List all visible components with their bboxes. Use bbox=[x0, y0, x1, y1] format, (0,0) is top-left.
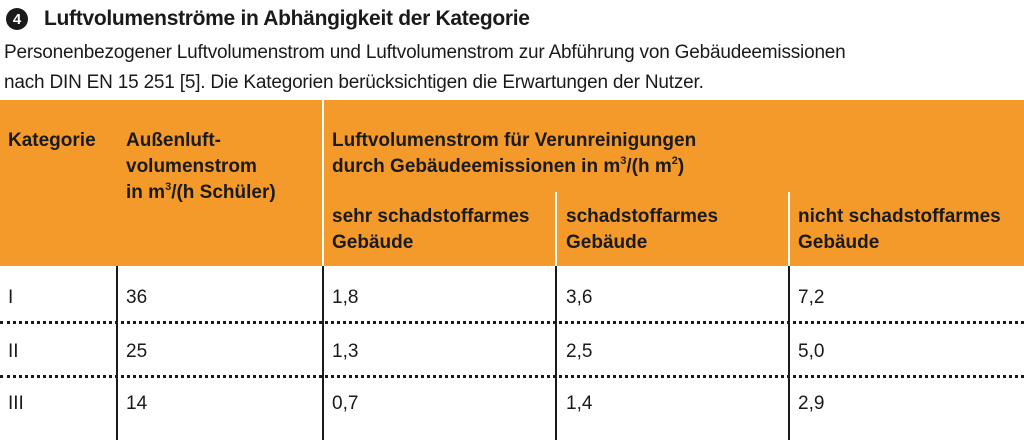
header-schadstoffarm: schadstoffarmes Gebäude bbox=[566, 206, 719, 253]
row-2-kategorie: II bbox=[8, 341, 19, 362]
row-2-sehr-schadstoffarm: 1,3 bbox=[332, 341, 359, 362]
header-aussenluft-line3: in $m^3/(h$ Schüler) bbox=[126, 181, 276, 203]
row-2-aussenluft: 25 bbox=[126, 341, 148, 362]
header-divider bbox=[322, 100, 324, 266]
column-divider bbox=[788, 266, 790, 440]
row-3-sehr-schadstoffarm: 0,7 bbox=[332, 393, 359, 414]
row-1-sehr-schadstoffarm: 1,8 bbox=[332, 287, 359, 308]
row-divider bbox=[0, 321, 1024, 324]
header-group-line1: Luftvolumenstrom für Verunreinigungen bbox=[332, 130, 697, 151]
header-aussenluft bbox=[126, 128, 276, 206]
figure-heading bbox=[6, 4, 530, 34]
row-1-nicht-schadstoffarm: 7,2 bbox=[798, 287, 825, 308]
header-sehr-schadstoffarm: sehr schadstoffarmes Gebäude bbox=[332, 206, 530, 253]
row-3-kategorie: III bbox=[8, 393, 24, 414]
row-1-aussenluft: 36 bbox=[126, 287, 148, 308]
header-nicht-schadstoffarm: nicht schadstoffarmes Gebäude bbox=[798, 206, 1001, 253]
header-aussenluft-line1: Außenluft- bbox=[126, 130, 221, 151]
column-divider bbox=[555, 266, 557, 440]
row-2-schadstoffarm: 2,5 bbox=[566, 341, 593, 362]
row-3-nicht-schadstoffarm: 2,9 bbox=[798, 393, 825, 414]
header-divider bbox=[788, 192, 790, 266]
header-group-verunreinigungen bbox=[332, 128, 696, 180]
row-divider bbox=[0, 375, 1024, 378]
header-aussenluft-line2: volumenstrom bbox=[126, 156, 257, 177]
header-group-line2: durch Gebäudeemissionen in $m^3/(h$ $m^2$) bbox=[332, 155, 685, 177]
row-3-aussenluft: 14 bbox=[126, 393, 148, 414]
column-divider bbox=[322, 266, 324, 440]
column-divider bbox=[116, 266, 118, 440]
caption-line-2: nach DIN EN 15 251 [5]. Die Kategorien berücksichtigen die Erwartungen der Nutzer. bbox=[4, 72, 704, 93]
row-1-schadstoffarm: 3,6 bbox=[566, 287, 593, 308]
figure-caption bbox=[4, 38, 846, 98]
caption-line-1: Personenbezogener Luftvolumenstrom und Luftvolumenstrom zur Abführung von Gebäudeemissionen bbox=[4, 42, 846, 63]
airflow-table bbox=[0, 100, 1024, 440]
row-3-schadstoffarm: 1,4 bbox=[566, 393, 593, 414]
header-divider bbox=[555, 192, 557, 266]
table-header bbox=[0, 100, 1024, 266]
row-2-nicht-schadstoffarm: 5,0 bbox=[798, 341, 825, 362]
header-kategorie: Kategorie bbox=[8, 130, 96, 151]
figure-number-badge: 4 bbox=[6, 8, 28, 30]
row-1-kategorie: I bbox=[8, 287, 14, 308]
figure-title: Luftvolumenströme in Abhängigkeit der Kategorie bbox=[44, 7, 530, 30]
